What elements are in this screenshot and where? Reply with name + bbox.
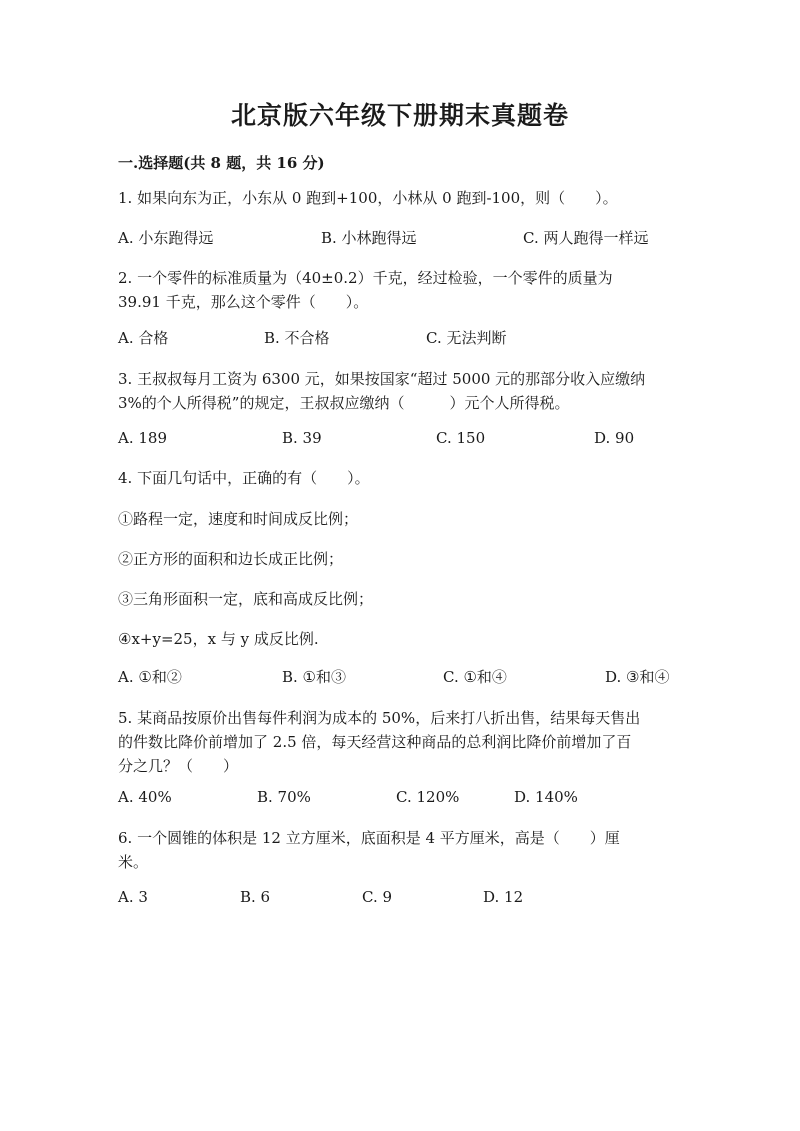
question-1-options: [118, 227, 678, 249]
option-b[interactable]: B. 6: [240, 888, 271, 906]
statement-1: [118, 507, 678, 531]
question-3-line-2: 3%的个人所得税”的规定，王叔叔应缴纳（ ）元个人所得税。: [118, 394, 570, 412]
option-a[interactable]: A. 3: [118, 888, 148, 906]
question-6-line-2: 米。: [118, 853, 149, 871]
option-c[interactable]: C. 120%: [396, 788, 460, 806]
statement-1-text: ①路程一定，速度和时间成反比例；: [118, 510, 359, 528]
question-2: [118, 266, 678, 314]
statement-3-text: ③三角形面积一定，底和高成反比例；: [118, 590, 374, 608]
statement-4: [118, 627, 678, 651]
option-c[interactable]: C. ①和④: [443, 668, 507, 686]
option-c[interactable]: C. 9: [362, 888, 393, 906]
question-4: [118, 466, 678, 490]
question-5-line-3: 分之几？（ ）: [118, 757, 239, 775]
question-5-line-1: 5. 某商品按原价出售每件利润为成本的 50%，后来打八折出售，结果每天售出: [118, 709, 641, 727]
question-2-line-2: 39.91 千克，那么这个零件（ ）。: [118, 293, 369, 311]
question-3-options: [118, 427, 678, 449]
option-b[interactable]: B. 不合格: [264, 329, 330, 347]
section-heading: 一.选择题(共 8 题，共 16 分): [118, 154, 325, 172]
question-6: [118, 826, 678, 874]
question-5: [118, 706, 678, 778]
question-1-text: 1. 如果向东为正，小东从 0 跑到+100，小林从 0 跑到-100，则（ ）。: [118, 189, 618, 207]
question-6-options: [118, 886, 678, 908]
statement-3: [118, 587, 678, 611]
option-c[interactable]: C. 无法判断: [426, 329, 507, 347]
option-d[interactable]: D. 140%: [514, 788, 578, 806]
option-a[interactable]: A. ①和②: [118, 668, 182, 686]
question-2-options: [118, 327, 678, 349]
option-d[interactable]: D. 90: [594, 429, 635, 447]
option-a[interactable]: A. 小东跑得远: [118, 229, 214, 247]
option-b[interactable]: B. 39: [282, 429, 322, 447]
option-c[interactable]: C. 两人跑得一样远: [523, 229, 649, 247]
question-4-options: [118, 666, 678, 688]
page-title: 北京版六年级下册期末真题卷: [230, 101, 569, 130]
option-c[interactable]: C. 150: [436, 429, 486, 447]
statement-2: [118, 547, 678, 571]
option-a[interactable]: A. 合格: [118, 329, 169, 347]
option-a[interactable]: A. 189: [118, 429, 167, 447]
question-5-line-2: 的件数比降价前增加了 2.5 倍，每天经营这种商品的总利润比降价前增加了百: [118, 733, 632, 751]
option-b[interactable]: B. ①和③: [282, 668, 347, 686]
question-3-line-1: 3. 王叔叔每月工资为 6300 元，如果按国家“超过 5000 元的那部分收入应缴纳: [118, 370, 646, 388]
option-b[interactable]: B. 70%: [257, 788, 311, 806]
option-d[interactable]: D. ③和④: [605, 668, 670, 686]
question-5-options: [118, 786, 678, 808]
statement-4-text: ④x+y=25，x 与 y 成反比例.: [118, 630, 319, 648]
question-4-text: 4. 下面几句话中，正确的有（ ）。: [118, 469, 370, 487]
option-b[interactable]: B. 小林跑得远: [321, 229, 417, 247]
question-2-line-1: 2. 一个零件的标准质量为（40±0.2）千克，经过检验，一个零件的质量为: [118, 269, 613, 287]
option-a[interactable]: A. 40%: [118, 788, 172, 806]
statement-2-text: ②正方形的面积和边长成正比例；: [118, 550, 344, 568]
option-d[interactable]: D. 12: [483, 888, 524, 906]
question-3: [118, 367, 678, 415]
question-6-line-1: 6. 一个圆锥的体积是 12 立方厘米，底面积是 4 平方厘米，高是（ ）厘: [118, 829, 620, 847]
question-1: [118, 186, 678, 210]
